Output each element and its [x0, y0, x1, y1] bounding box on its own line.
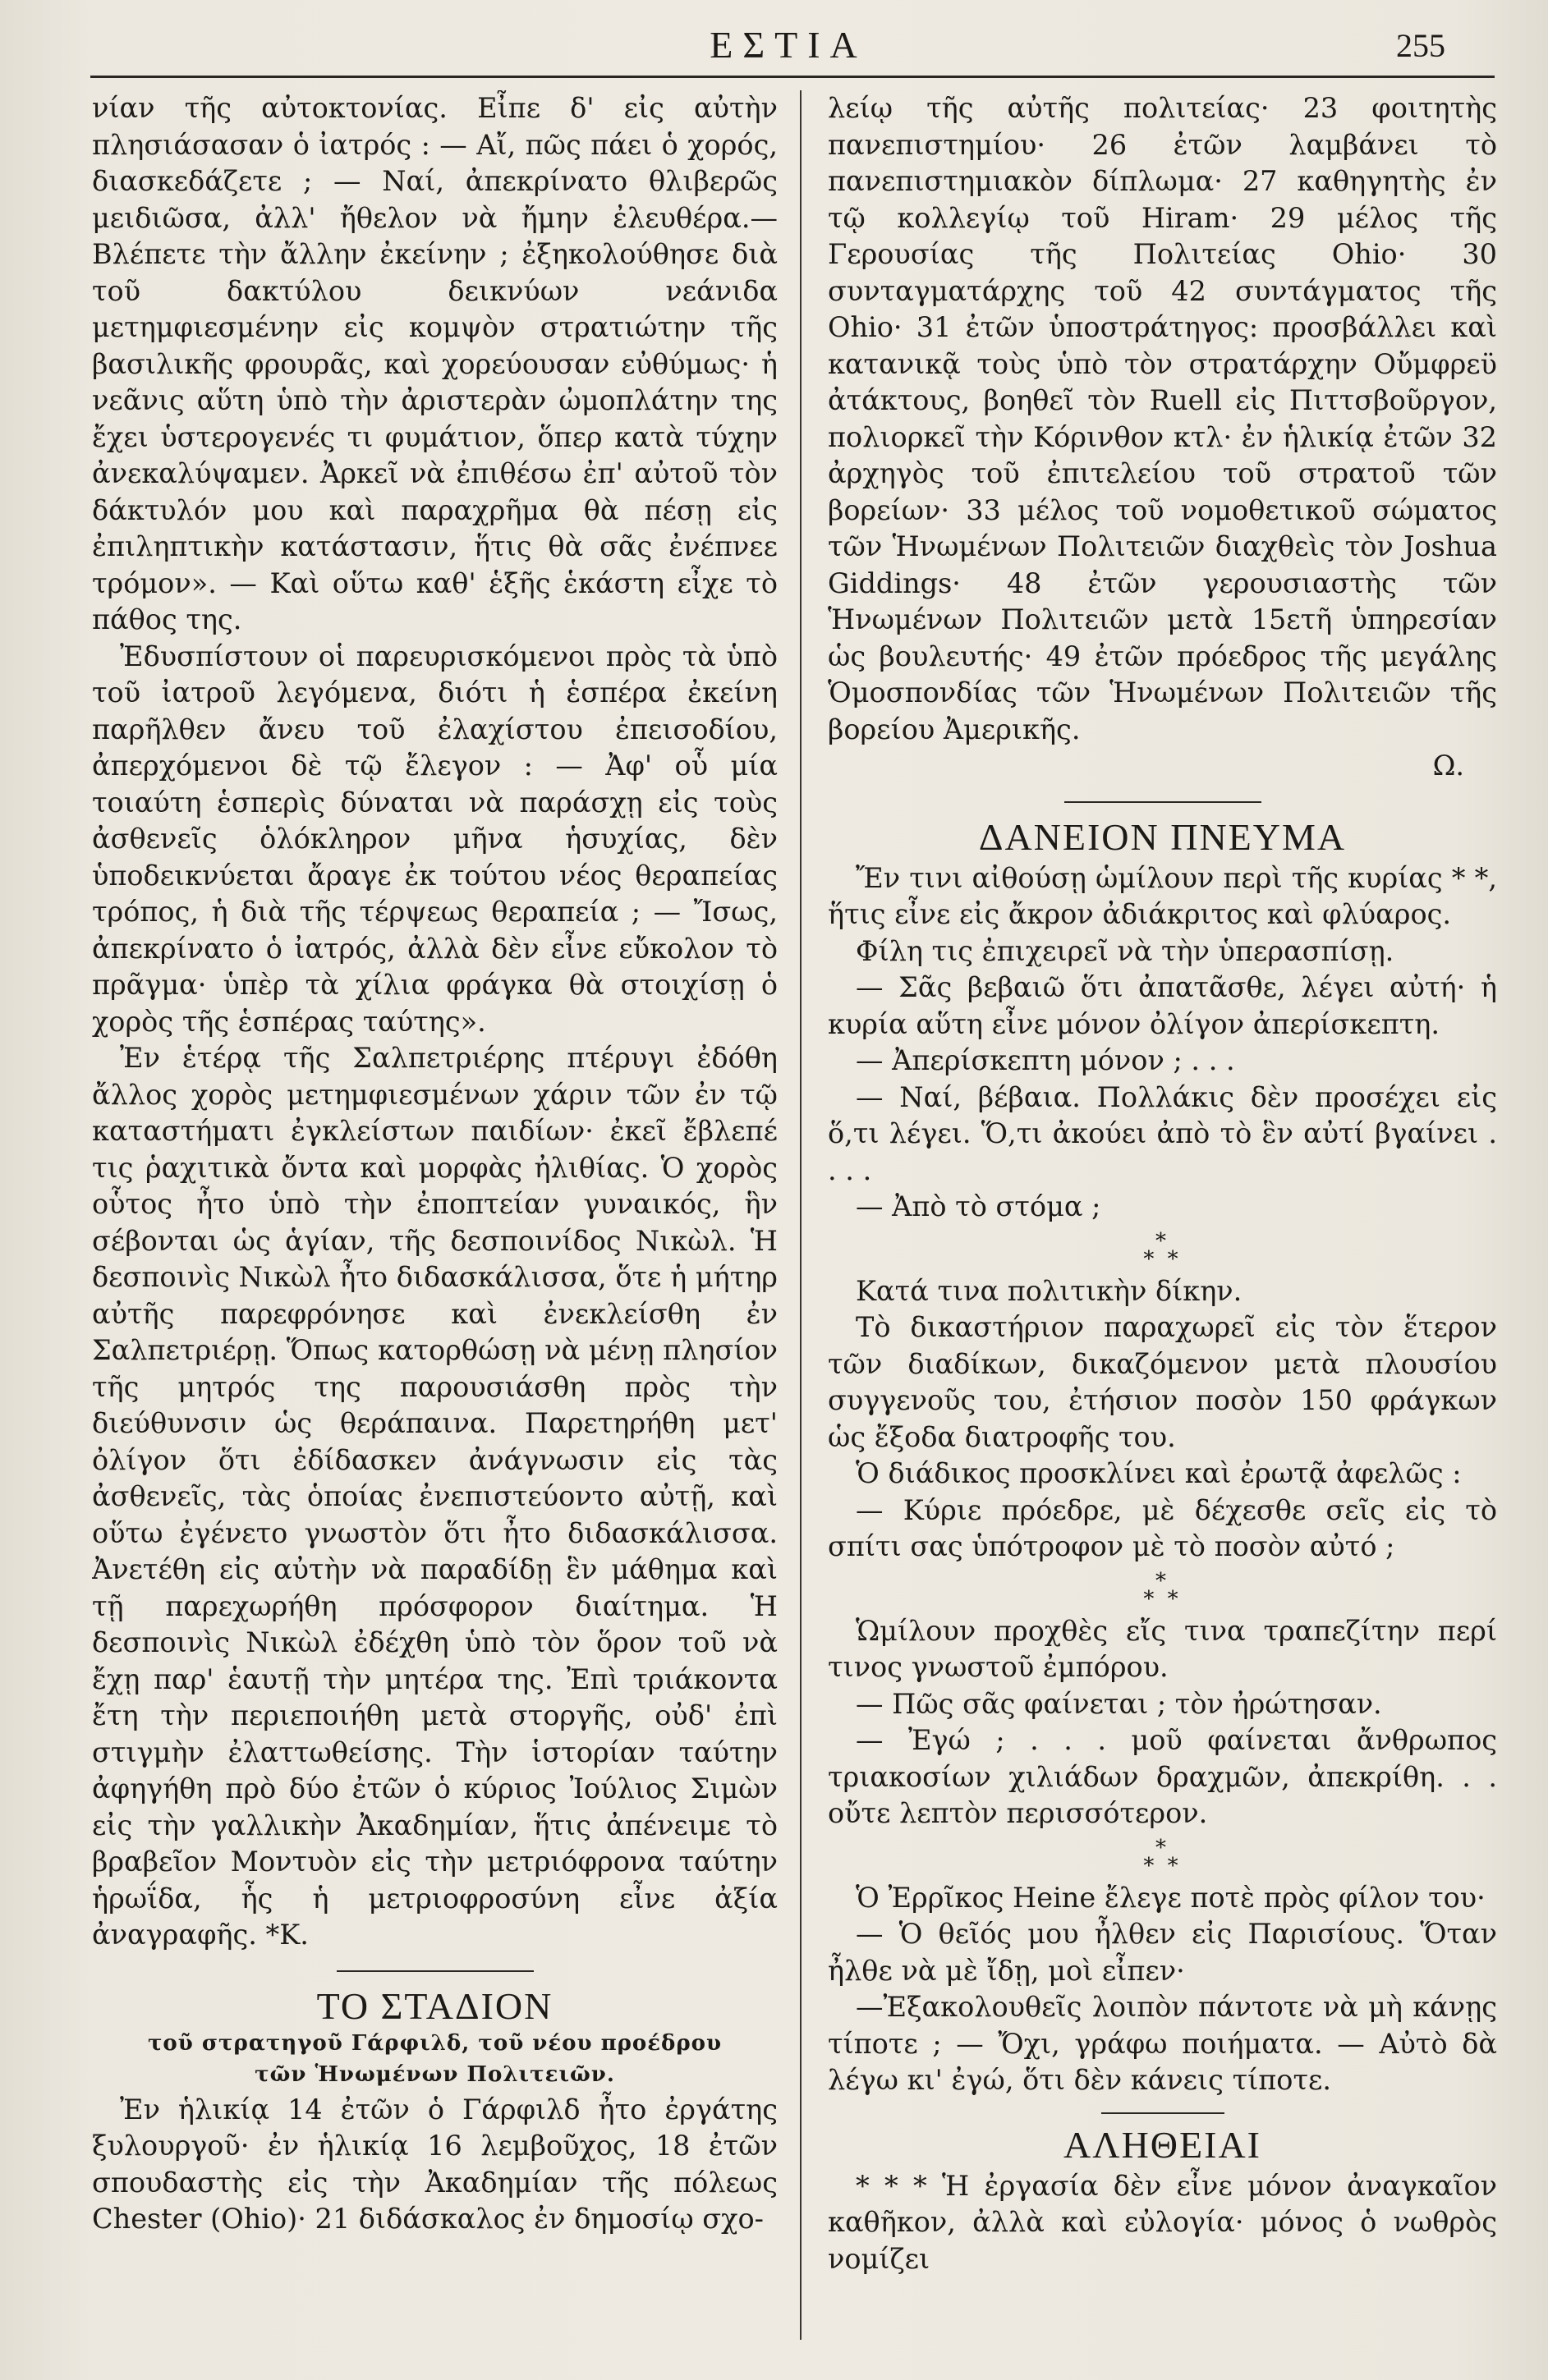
author-signature: Ω.	[1432, 750, 1464, 782]
anecdote-paragraph: Ὁ διάδικος προσκλίνει καὶ ἐρωτᾷ ἀφελῶς :	[856, 1457, 1462, 1489]
asterism	[828, 1568, 1497, 1612]
anecdote-paragraph: Φίλη τις ἐπιχειρεῖ νὰ τὴν ὑπερασπίσῃ.	[856, 934, 1394, 967]
anecdote-paragraph: —Ἐξακολουθεῖς λοιπὸν πάντοτε νὰ μὴ κάνῃς τίποτε ; — Ὄχι, γράφω ποιήματα. — Αὐτὸ δὰ λέγω κι' ἐγώ, ὅτι δὲν κάνεις τίποτε.	[828, 1991, 1497, 2096]
asterism-top: *	[1155, 1835, 1169, 1860]
anecdote-paragraph: Ὁ Ἐρρῖκος Heine ἔλεγε ποτὲ πρὸς φίλον του·	[856, 1881, 1486, 1914]
asterism-bottom: * *	[1143, 1246, 1182, 1272]
anecdote-paragraph: Τὸ δικαστήριον παραχωρεῖ εἰς τὸν ἕτερον τῶν διαδίκων, δικαζόμενον μετὰ πλουσίου συγγενοῦς του, ἐτήσιον ποσὸν 150 φράγκων ὡς ἔξοδα διατροφῆς του.	[828, 1311, 1497, 1453]
journal-title: ΕΣΤΙΑ	[710, 24, 867, 66]
section-subtitle: τοῦ στρατηγοῦ Γάρφιλδ, τοῦ νέου προέδρου	[147, 2030, 723, 2056]
section-title-daneion-pneuma: ΔΑΝΕΙΟΝ ΠΝΕΥΜΑ	[978, 815, 1347, 858]
section-divider	[1101, 2112, 1224, 2114]
running-head	[0, 23, 1548, 72]
left-column	[92, 90, 778, 2356]
article-paragraph: Ἐν ἡλικίᾳ 14 ἐτῶν ὁ Γάρφιλδ ἦτο ἐργάτης ξυλουργοῦ· ἐν ἡλικίᾳ 16 λεμβοῦχος, 18 ἐτῶν σπουδαστὴς εἰς τὴν Ἀκαδημίαν τῆς πόλεως Chester (Ohio)· 21 διδάσκαλος ἐν δημοσίῳ σχο-	[92, 2093, 778, 2235]
asterism-bottom: * *	[1143, 1586, 1182, 1612]
article-paragraph: Ἐδυσπίστουν οἱ παρευρισκόμενοι πρὸς τὰ ὑπὸ τοῦ ἰατροῦ λεγόμενα, διότι ἡ ἑσπέρα ἐκείνη παρῆλθεν ἄνευ τοῦ ἐλαχίστου ἐπεισοδίου, ἀπερχόμενοι δὲ τῷ ἔλεγον : — Ἀφ' οὗ μία τοιαύτη ἑσπερὶς δύναται νὰ παράσχῃ εἰς τοὺς ἀσθενεῖς ὁλόκληρον μῆνα ἡσυχίας, δὲν ὑποδεικνύεται ἄραγε ἐκ τούτου νέος θεραπείας τρόπος, ἡ διὰ τῆς τέρψεως θεραπεία ; — Ἴσως, ἀπεκρίνατο ὁ ἰατρός, ἀλλὰ δὲν εἶνε εὔκολον τὸ πρᾶγμα· ὑπὲρ τὰ χίλια φράγκα θὰ στοιχίσῃ ὁ χορὸς τῆς ἑσπέρας ταύτης».	[92, 640, 778, 1038]
section-divider	[337, 1970, 534, 1972]
anecdote-paragraph: — Ἀπερίσκεπτη μόνον ; . . .	[856, 1044, 1235, 1076]
section-title-alitheiai: ΑΛΗΘΕΙΑΙ	[1063, 2123, 1261, 2166]
column-divider	[800, 90, 802, 2340]
anecdote-paragraph: — Ἐγώ ; . . . μοῦ φαίνεται ἄνθρωπος τριακοσίων χιλιάδων δραχμῶν, ἀπεκρίθη. . . οὔτε λεπτὸν περισσότερον.	[828, 1724, 1497, 1829]
page-number: 255	[1396, 27, 1445, 64]
anecdote-paragraph: — Πῶς σᾶς φαίνεται ; τὸν ἠρώτησαν.	[856, 1687, 1382, 1720]
anecdote-paragraph: — Σᾶς βεβαιῶ ὅτι ἀπατᾶσθε, λέγει αὐτή· ἡ κυρία αὕτη εἶνε μόνον ὀλίγον ἀπερίσκεπτη.	[828, 971, 1497, 1040]
asterism	[828, 1835, 1497, 1878]
anecdote-paragraph: — Κύριε πρόεδρε, μὲ δέχεσθε σεῖς εἰς τὸ σπίτι σας ὑπότροφον μὲ τὸ ποσὸν αὐτό ;	[828, 1493, 1497, 1562]
anecdote-paragraph: Κατά τινα πολιτικὴν δίκην.	[856, 1274, 1243, 1307]
anecdote-paragraph: — Ὁ θεῖός μου ἦλθεν εἰς Παρισίους. Ὅταν ἦλθε νὰ μὲ ἴδῃ, μοὶ εἶπεν·	[828, 1918, 1497, 1987]
header-rule	[90, 76, 1495, 78]
anecdote-paragraph: — Ναί, βέβαια. Πολλάκις δὲν προσέχει εἰς ὅ,τι λέγει. Ὅ,τι ἀκούει ἀπὸ τὸ ἓν αὐτί βγαίνει . . . .	[828, 1080, 1497, 1186]
asterism	[828, 1228, 1497, 1272]
right-column	[828, 90, 1497, 2356]
article-paragraph: λείῳ τῆς αὐτῆς πολιτείας· 23 φοιτητὴς πανεπιστημίου· 26 ἐτῶν λαμβάνει τὸ πανεπιστημιακὸν δίπλωμα· 27 καθηγητὴς ἐν τῷ κολλεγίῳ τοῦ Hiram· 29 μέλος τῆς Γερουσίας τῆς Πολιτείας Ohio· 30 συνταγματάρχης τοῦ 42 συντάγματος τῆς Ohio· 31 ἐτῶν ὑποστράτηγος: προσβάλλει καὶ κατανικᾷ τοὺς ὑπὸ τὸν στρατάρχην Οὔμφρεϋ ἀτάκτους, βοηθεῖ τὸν Ruell εἰς Πιττσβοῦργον, πολιορκεῖ τὴν Κόρινθον κτλ· ἐν ἡλικίᾳ ἐτῶν 32 ἀρχηγὸς τοῦ ἐπιτελείου τοῦ στρατοῦ τῶν βορείων· 33 μέλος τοῦ νομοθετικοῦ σώματος τῶν Ἡνωμένων Πολιτειῶν διαχθεὶς τὸν Joshua Giddings· 48 ἐτῶν γερουσιαστὴς τῶν Ἡνωμένων Πολιτειῶν μετὰ 15ετῆ ὑπηρεσίαν ὡς βουλευτής· 49 ἐτῶν πρόεδρος τῆς μεγάλης Ὁμοσπονδίας τῶν Ἡνωμένων Πολιτειῶν τῆς βορείου Ἀμερικῆς.	[828, 92, 1497, 745]
article-paragraph: νίαν τῆς αὐτοκτονίας. Εἶπε δ' εἰς αὐτὴν πλησιάσασαν ὁ ἰατρός : — Αἴ, πῶς πάει ὁ χορός, διασκεδάζετε ; — Ναί, ἀπεκρίνατο θλιβερῶς μειδιῶσα, ἀλλ' ἤθελον νὰ ἤμην ἐλευθέρα.— Βλέπετε τὴν ἄλλην ἐκείνην ; ἐξηκολούθησε διὰ τοῦ δακτύλου δεικνύων νεάνιδα μετημφιεσμένην εἰς κομψὸν στρατιώτην τῆς βασιλικῆς φρουρᾶς, καὶ χορεύουσαν εὐθύμως· ἡ νεᾶνις αὕτη ὑπὸ τὴν ἀριστερὰν ὠμοπλάτην της ἔχει ὑστερογενές τι φυμάτιον, ὅπερ κατὰ τύχην ἀνεκαλύψαμεν. Ἀρκεῖ νὰ ἐπιθέσω ἐπ' αὐτοῦ τὸν δάκτυλόν μου καὶ παραχρῆμα θὰ πέσῃ εἰς ἐπιληπτικὴν κατάστασιν, ἥτις θὰ σᾶς ἐνέπνεε τρόμον». — Καὶ οὕτω καθ' ἑξῆς ἑκάστη εἶχε τὸ πάθος της.	[92, 92, 778, 635]
anecdote-paragraph: Ὡμίλουν προχθὲς εἴς τινα τραπεζίτην περί τινος γνωστοῦ ἐμπόρου.	[828, 1614, 1497, 1683]
section-divider	[1064, 801, 1261, 803]
anecdote-paragraph: — Ἀπὸ τὸ στόμα ;	[856, 1190, 1101, 1222]
anecdote-paragraph: Ἔν τινι αἰθούσῃ ὡμίλουν περὶ τῆς κυρίας * *, ἥτις εἶνε εἰς ἄκρον ἀδιάκριτος καὶ φλύαρος.	[828, 861, 1497, 930]
section-subtitle: τῶν Ἡνωμένων Πολιτειῶν.	[255, 2061, 615, 2087]
section-title-stadion: ΤΟ ΣΤΑΔΙΟΝ	[316, 1984, 554, 2027]
asterism-bottom: * *	[1143, 1853, 1182, 1878]
asterism-top: *	[1155, 1568, 1169, 1594]
asterism-top: *	[1155, 1228, 1169, 1254]
maxim-paragraph: * * * Ἡ ἐργασία δὲν εἶνε μόνον ἀναγκαῖον καθῆκον, ἀλλὰ καὶ εὐλογία· μόνος ὁ νωθρὸς νομίζει	[828, 2169, 1497, 2275]
article-paragraph: Ἐν ἑτέρᾳ τῆς Σαλπετριέρης πτέρυγι ἐδόθη ἄλλος χορὸς μετημφιεσμένων χάριν τῶν ἐν τῷ καταστήματι ἐγκλείστων παιδίων· ἐκεῖ ἔβλεπέ τις ῥαχιτικὰ ὄντα καὶ μορφὰς ἠλιθίας. Ὁ χορὸς οὗτος ἦτο ὑπὸ τὴν ἐποπτείαν γυναικός, ἣν σέβονται ὡς ἁγίαν, τῆς δεσποινίδος Νικὼλ. Ἡ δεσποινὶς Νικὼλ ἦτο διδασκάλισσα, ὅτε ἡ μήτηρ αὐτῆς παρεφρόνησε καὶ ἐνεκλείσθη ἐν Σαλπετριέρῃ. Ὅπως κατορθώσῃ νὰ μένῃ πλησίον τῆς μητρός της παρουσιάσθη πρὸς τὴν διεύθυνσιν ὡς θεράπαινα. Παρετηρήθη μετ' ὀλίγον ὅτι ἐδίδασκεν ἀνάγνωσιν εἰς τὰς ἀσθενεῖς, τὰς ὁποίας ἐνεπιστεύοντο αὐτῇ, καὶ οὕτω ἐγένετο γνωστὸν ὅτι ἦτο διδασκάλισσα. Ἀνετέθη εἰς αὐτὴν νὰ παραδίδῃ ἓν μάθημα καὶ τῇ παρεχωρήθη πρόσφορον διαίτημα. Ἡ δεσποινὶς Νικὼλ ἐδέχθη ὑπὸ τὸν ὅρον τοῦ νὰ ἔχῃ παρ' ἑαυτῇ τὴν μητέρα της. Ἐπὶ τριάκοντα ἔτη τὴν περιεποιήθη μετὰ στοργῆς, οὐδ' ἐπὶ στιγμὴν ἐλαττωθείσης. Τὴν ἱστορίαν ταύτην ἀφηγήθη πρὸ δύο ἐτῶν ὁ κύριος Ἰούλιος Σιμὼν εἰς τὴν γαλλικὴν Ἀκαδημίαν, ἥτις ἀπένειμε τὸ βραβεῖον Μοντυὸν εἰς τὴν μετριόφρονα ταύτην ἡρωΐδα, ἧς ἡ μετριοφροσύνη εἶνε ἀξία ἀναγραφῆς. *Κ.	[92, 1042, 778, 1951]
